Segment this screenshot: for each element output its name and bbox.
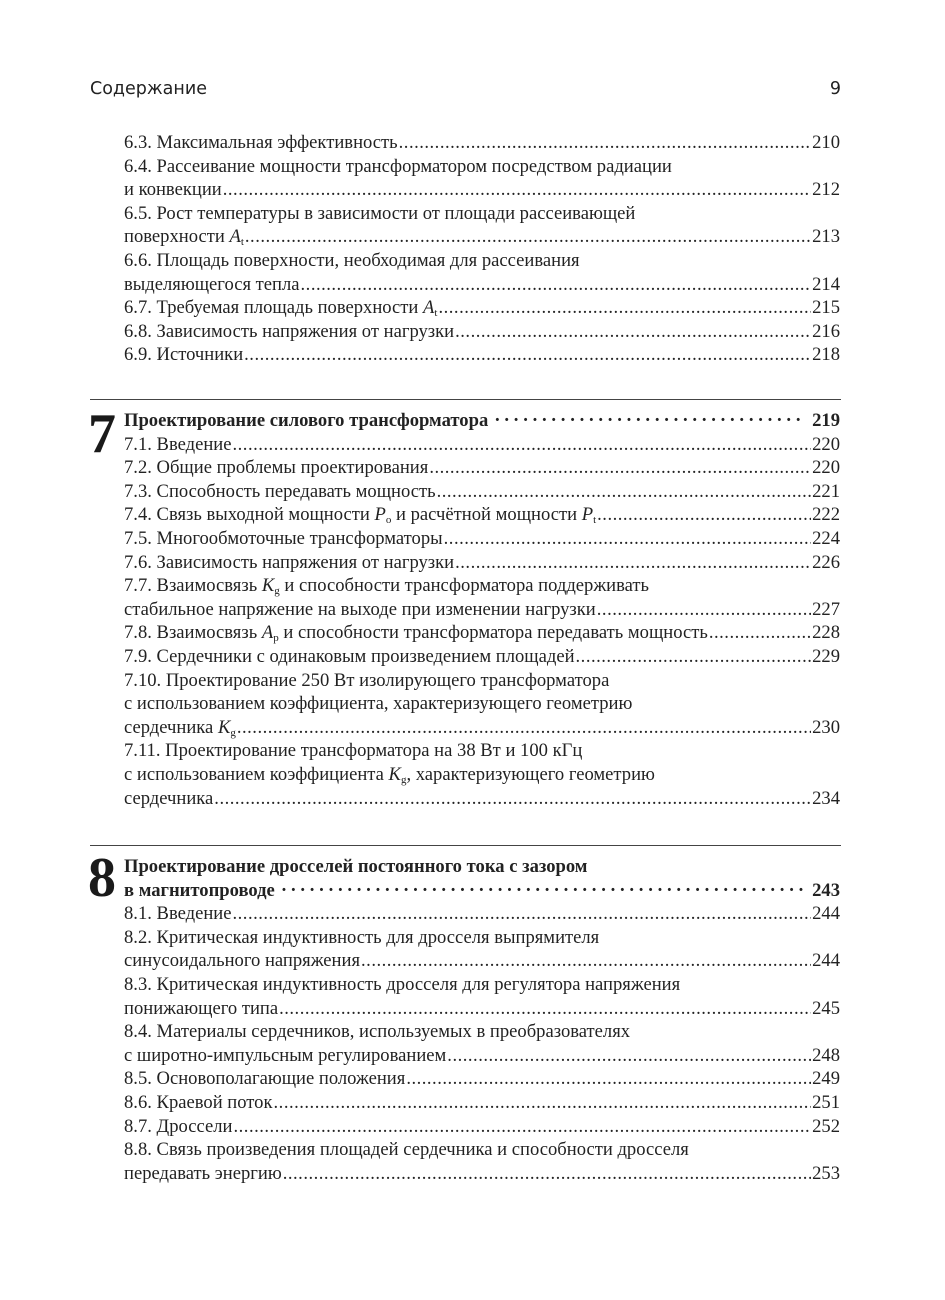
toc-entry-7-7-line1: 7.7. Взаимосвязь $K_g$ и способности трансформатора поддерживать bbox=[124, 575, 650, 598]
toc-page-ref: 219 bbox=[812, 410, 840, 431]
toc-entry-6-5-line2: поверхности $A_t$ ..... 213 bbox=[124, 226, 840, 250]
toc-entry-8-2-line2: синусоидального напряжения ..... 244 bbox=[124, 950, 840, 974]
toc-entry-7-10-line3: сердечника $K_g$ ..... 230 bbox=[124, 717, 840, 741]
toc-page-ref: 224 bbox=[812, 527, 840, 549]
toc-entry-7-11-line1: 7.11. Проектирование трансформатора на 38 Вт и 100 кГц bbox=[124, 740, 583, 762]
toc-page-ref: 228 bbox=[812, 622, 840, 644]
toc-page-ref: 253 bbox=[812, 1162, 840, 1184]
toc-entry-7-5: 7.5. Многообмоточные трансформаторы ..... 224 bbox=[124, 528, 840, 552]
toc-entry-6-5-line1: 6.5. Рост температуры в зависимости от площади рассеивающей bbox=[124, 202, 636, 224]
toc-page-ref: 210 bbox=[812, 132, 840, 153]
toc-page-ref: 215 bbox=[812, 297, 840, 319]
chapter-number-8: 8 bbox=[88, 847, 116, 909]
chapter-8-title-line2: в магнитопроводе ····· 243 bbox=[124, 880, 840, 904]
toc-entry-8-1: 8.1. Введение ..... 244 bbox=[124, 903, 840, 927]
toc-entry-8-4-line2: с широтно-импульсным регулированием ..... 248 bbox=[124, 1045, 840, 1069]
toc-page-ref: 214 bbox=[812, 273, 840, 295]
toc-entry-6-8: 6.8. Зависимость напряжения от нагрузки ..... 216 bbox=[124, 321, 840, 345]
toc-entry-8-3-line2: понижающего типа ..... 245 bbox=[124, 998, 840, 1022]
toc-entry-8-6: 8.6. Краевой поток ..... 251 bbox=[124, 1092, 840, 1116]
toc-entry-6-4-line2: и конвекции ..... 212 bbox=[124, 179, 840, 203]
chapter-divider bbox=[90, 845, 841, 846]
toc-entry-8-3-line1: 8.3. Критическая индуктивность дросселя для регулятора напряжения bbox=[124, 973, 681, 995]
toc-page-ref: 227 bbox=[812, 598, 840, 620]
chapter-8-title-line1: Проектирование дросселей постоянного тока с зазором bbox=[124, 856, 588, 877]
chapter-number-7: 7 bbox=[88, 403, 116, 465]
toc-entry-8-7: 8.7. Дроссели ..... 252 bbox=[124, 1116, 840, 1140]
toc-entry-8-2-line1: 8.2. Критическая индуктивность для дросселя выпрямителя bbox=[124, 926, 600, 948]
toc-page-ref: 218 bbox=[812, 344, 840, 366]
toc-page-ref: 248 bbox=[812, 1044, 840, 1066]
toc-page-ref: 220 bbox=[812, 433, 840, 455]
toc-entry-6-9: 6.9. Источники ..... 218 bbox=[124, 344, 840, 368]
toc-page-ref: 216 bbox=[812, 320, 840, 342]
toc-page-ref: 251 bbox=[812, 1091, 840, 1113]
toc-entry-6-6-line2: выделяющегося тепла ..... 214 bbox=[124, 274, 840, 298]
toc-chapter-7 bbox=[124, 410, 840, 811]
toc-entry-7-6: 7.6. Зависимость напряжения от нагрузки ..... 226 bbox=[124, 552, 840, 576]
toc-entry-8-8-line2: передавать энергию ..... 253 bbox=[124, 1163, 840, 1187]
toc-entry-8-8-line1: 8.8. Связь произведения площадей сердечника и способности дросселя bbox=[124, 1139, 689, 1161]
toc-page-ref: 245 bbox=[812, 997, 840, 1019]
toc-entry-7-11-line3: сердечника ..... 234 bbox=[124, 788, 840, 812]
toc-page-ref: 222 bbox=[812, 504, 840, 526]
toc-entry-7-9: 7.9. Сердечники с одинаковым произведением площадей ..... 229 bbox=[124, 646, 840, 670]
toc-entry-7-1: 7.1. Введение ..... 220 bbox=[124, 434, 840, 458]
toc-entry-7-4: 7.4. Связь выходной мощности $P_o$ и расчётной мощности $P_t$ ..... 222 bbox=[124, 504, 840, 528]
toc-section-6 bbox=[124, 132, 840, 368]
chapter-7-title: Проектирование силового трансформатора ····· 219 bbox=[124, 410, 840, 434]
toc-page-ref: 234 bbox=[812, 787, 840, 809]
toc-entry-6-7: 6.7. Требуемая площадь поверхности $A_t$ ..... 215 bbox=[124, 297, 840, 321]
toc-chapter-8 bbox=[124, 856, 840, 1186]
toc-page-ref: 243 bbox=[812, 879, 840, 901]
toc-page-ref: 230 bbox=[812, 716, 840, 738]
toc-page-ref: 226 bbox=[812, 551, 840, 573]
toc-page-ref: 244 bbox=[812, 950, 840, 972]
running-head-title: Содержание bbox=[90, 79, 207, 99]
toc-page-ref: 244 bbox=[812, 903, 840, 925]
toc-entry-7-10-line1: 7.10. Проектирование 250 Вт изолирующего трансформатора bbox=[124, 669, 610, 691]
chapter-divider bbox=[90, 399, 841, 400]
toc-page-ref: 252 bbox=[812, 1115, 840, 1137]
toc-page-ref: 229 bbox=[812, 645, 840, 667]
toc-entry-7-10-line2: с использованием коэффициента, характеризующего геометрию bbox=[124, 693, 633, 715]
toc-page-ref: 221 bbox=[812, 480, 840, 502]
toc-entry-7-8: 7.8. Взаимосвязь $A_p$ и способности трансформатора передавать мощность ..... 228 bbox=[124, 622, 840, 646]
toc-entry-8-5: 8.5. Основополагающие положения ..... 249 bbox=[124, 1068, 840, 1092]
toc-entry-7-3: 7.3. Способность передавать мощность ..... 221 bbox=[124, 481, 840, 505]
toc-entry-7-7-line2: стабильное напряжение на выходе при изменении нагрузки ..... 227 bbox=[124, 599, 840, 623]
toc-page-ref: 220 bbox=[812, 457, 840, 479]
toc-entry-6-4-line1: 6.4. Рассеивание мощности трансформатором посредством радиации bbox=[124, 155, 672, 177]
toc-entry-7-2: 7.2. Общие проблемы проектирования ..... 220 bbox=[124, 457, 840, 481]
toc-entry-7-11-line2: с использованием коэффициента $K_g$, характеризующего геометрию bbox=[124, 763, 655, 786]
toc-entry-6-3: 6.3. Максимальная эффективность ..... 210 bbox=[124, 132, 840, 156]
toc-page-ref: 249 bbox=[812, 1068, 840, 1090]
toc-page-ref: 212 bbox=[812, 179, 840, 201]
toc-entry-6-6-line1: 6.6. Площадь поверхности, необходимая для рассеивания bbox=[124, 249, 580, 271]
page-number: 9 bbox=[829, 79, 841, 99]
toc-entry-8-4-line1: 8.4. Материалы сердечников, используемых в преобразователях bbox=[124, 1021, 631, 1043]
running-head bbox=[90, 79, 841, 103]
toc-page-ref: 213 bbox=[812, 226, 840, 248]
